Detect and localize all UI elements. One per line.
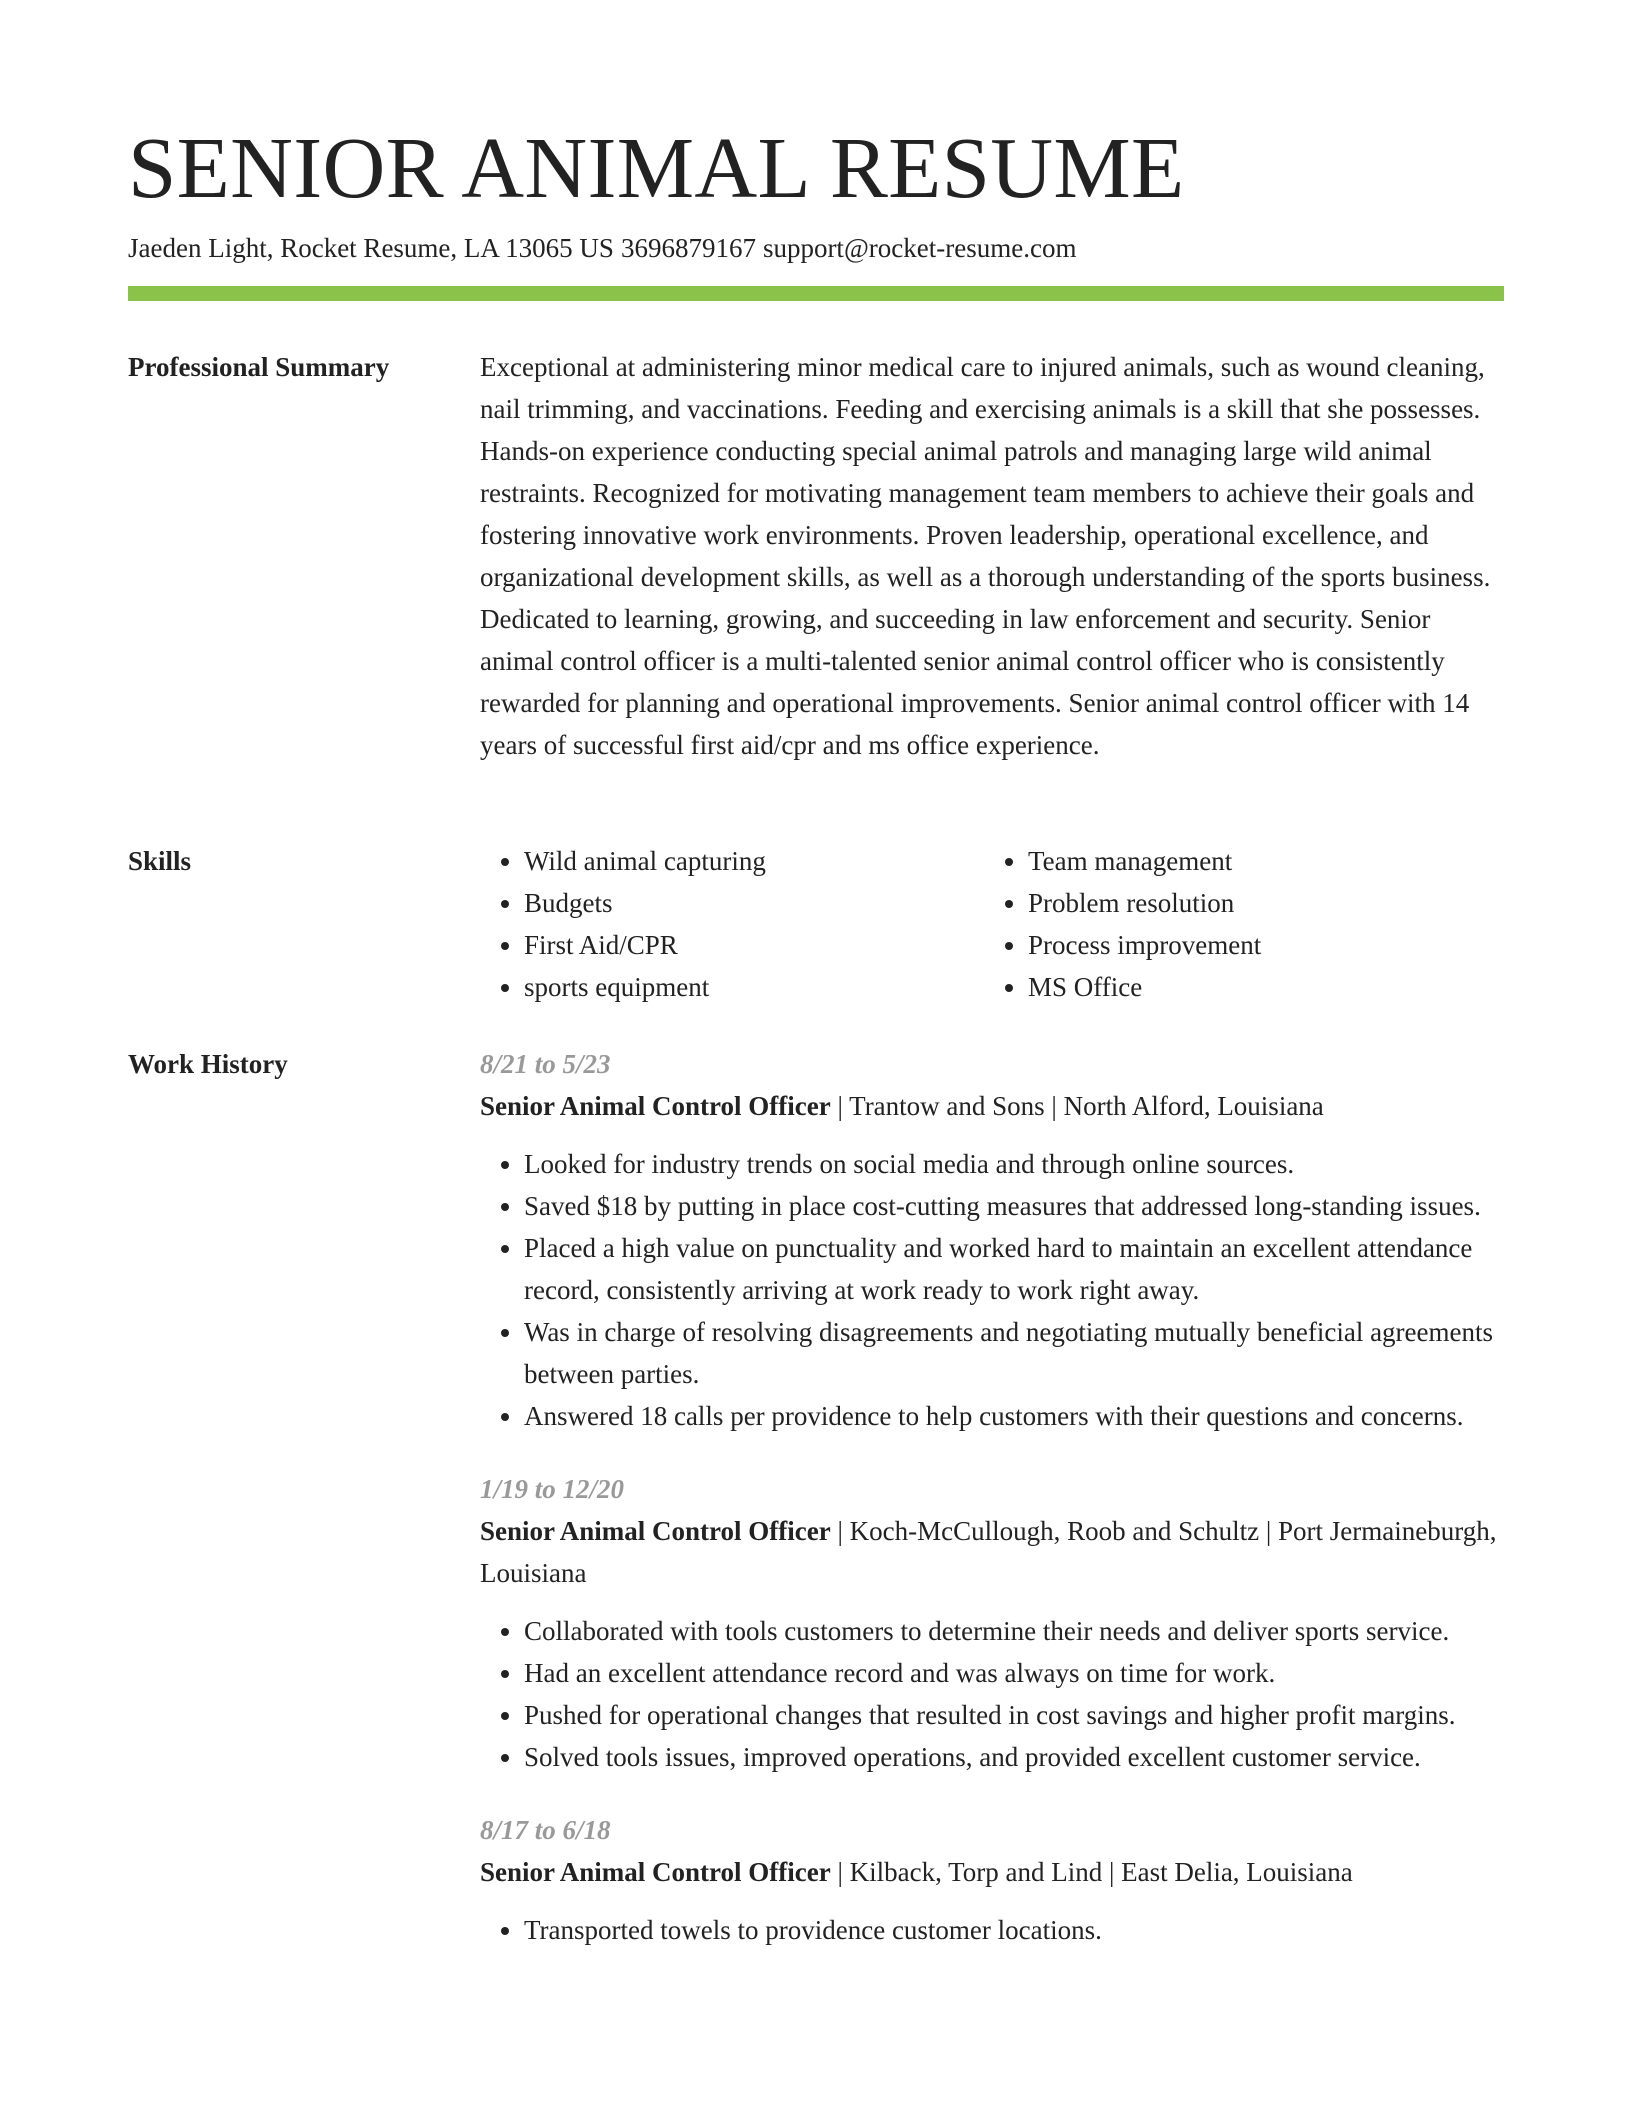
skill-item: • First Aid/CPR xyxy=(524,924,984,966)
job-heading xyxy=(480,1851,1504,1893)
summary-body xyxy=(480,346,1504,766)
contact-phone: 3696879167 xyxy=(620,233,756,263)
job-title: Senior Animal Control Officer xyxy=(480,1516,831,1546)
contact-email: support@rocket-resume.com xyxy=(762,233,1077,263)
summary-heading: Professional Summary xyxy=(128,352,390,382)
job-title: Senior Animal Control Officer xyxy=(480,1857,831,1887)
job-bullet: • Solved tools issues, improved operations, and provided excellent customer service. xyxy=(524,1736,1504,1778)
skill-item: • sports equipment xyxy=(524,966,984,1008)
skill-item: • MS Office xyxy=(1028,966,1488,1008)
contact-name-address: Jaeden Light, Rocket Resume, LA 13065 US xyxy=(128,233,614,263)
job-dates: 8/21 to 5/23 xyxy=(480,1049,611,1079)
skills-heading: Skills xyxy=(128,846,192,876)
job-entry xyxy=(480,1809,1504,1951)
job-company-location: | Koch-McCullough, Roob and Schultz | Port Jermaineburgh, Louisiana xyxy=(480,1516,1497,1588)
job-bullet: • Was in charge of resolving disagreements and negotiating mutually beneficial agreements between parties. xyxy=(524,1311,1504,1395)
skill-item: • Team management xyxy=(1028,840,1488,882)
contact-line xyxy=(128,230,1076,266)
skill-item: • Budgets xyxy=(524,882,984,924)
job-bullet: • Saved $18 by putting in place cost-cutting measures that addressed long-standing issues. xyxy=(524,1185,1504,1227)
header-divider xyxy=(128,286,1504,301)
resume-title: SENIOR ANIMAL RESUME xyxy=(128,119,1185,216)
job-bullet: • Pushed for operational changes that resulted in cost savings and higher profit margins. xyxy=(524,1694,1504,1736)
skills-list-left xyxy=(480,840,984,1008)
job-bullet: • Looked for industry trends on social media and through online sources. xyxy=(524,1143,1504,1185)
job-dates: 1/19 to 12/20 xyxy=(480,1474,625,1504)
job-bullet: • Placed a high value on punctuality and worked hard to maintain an excellent attendance record, consistently arriving at work ready to work right away. xyxy=(524,1227,1504,1311)
job-bullet: • Answered 18 calls per providence to help customers with their questions and concerns. xyxy=(524,1395,1504,1437)
job-heading xyxy=(480,1085,1504,1127)
work-history-body xyxy=(480,1043,1504,1982)
job-bullet: • Collaborated with tools customers to determine their needs and deliver sports service. xyxy=(524,1610,1504,1652)
job-company-location: | Kilback, Torp and Lind | East Delia, Louisiana xyxy=(830,1857,1353,1887)
job-bullet: • Transported towels to providence customer locations. xyxy=(524,1909,1504,1951)
job-bullets xyxy=(480,1610,1504,1778)
job-entry xyxy=(480,1043,1504,1437)
job-heading xyxy=(480,1510,1504,1594)
job-title: Senior Animal Control Officer xyxy=(480,1091,831,1121)
skill-item: • Problem resolution xyxy=(1028,882,1488,924)
work-history-heading: Work History xyxy=(128,1049,288,1079)
job-dates: 8/17 to 6/18 xyxy=(480,1815,611,1845)
job-bullets xyxy=(480,1143,1504,1437)
job-bullets xyxy=(480,1909,1504,1951)
skill-item: • Process improvement xyxy=(1028,924,1488,966)
job-company-location: | Trantow and Sons | North Alford, Louisiana xyxy=(830,1091,1324,1121)
summary-text: Exceptional at administering minor medical care to injured animals, such as wound cleaning, nail trimming, and vaccinations. Feeding and exercising animals is a skill that she possesses. Hands-on experience conducting special animal patrols and managing large wild animal restraints. Recognized for motivating management team members to achieve their goals and fostering innovative work environments. Proven leadership, operational excellence, and organizational development skills, as well as a thorough understanding of the sports business. Dedicated to learning, growing, and succeeding in law enforcement and security. Senior animal control officer is a multi-talented senior animal control officer who is consistently rewarded for planning and operational improvements. Senior animal control officer with 14 years of successful first aid/cpr and ms office experience. xyxy=(480,352,1491,760)
skills-list-right xyxy=(984,840,1488,1008)
job-entry xyxy=(480,1468,1504,1778)
job-bullet: • Had an excellent attendance record and was always on time for work. xyxy=(524,1652,1504,1694)
skills-columns xyxy=(480,840,1504,1008)
skill-item: • Wild animal capturing xyxy=(524,840,984,882)
